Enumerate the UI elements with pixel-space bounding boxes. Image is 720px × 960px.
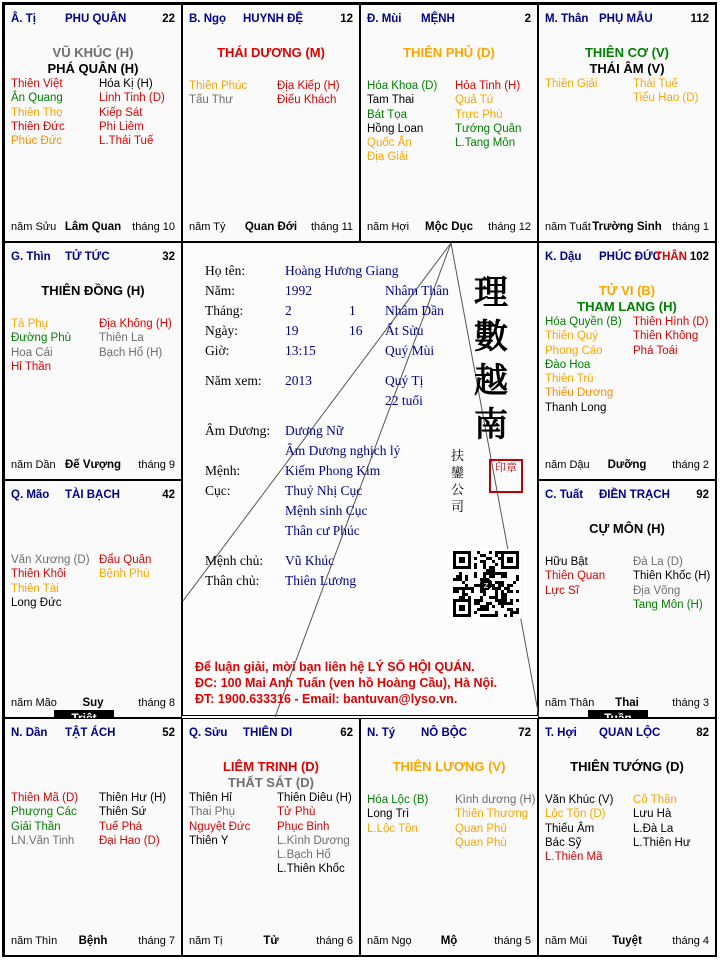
- minor-stars-left: [11, 77, 65, 148]
- palace-name: HUYNH ĐỆ: [243, 13, 304, 25]
- minor-star: Bạch Hổ (H): [99, 346, 163, 359]
- day-lunar: 16: [349, 323, 363, 338]
- palace-header: [189, 727, 353, 741]
- palace-branch: G. Thìn: [11, 251, 51, 263]
- minor-star: Đào Hoa: [545, 358, 591, 371]
- minor-stars-left: [189, 79, 247, 108]
- month-label: Tháng:: [205, 303, 244, 318]
- palace-header: [545, 13, 709, 27]
- minor-star: Quốc Ấn: [367, 137, 412, 150]
- minor-star: Điếu Khách: [277, 94, 337, 107]
- minor-stars-right: [633, 77, 698, 106]
- seal-small-text: 扶鑾公司: [451, 449, 465, 515]
- palace-header: [545, 489, 709, 503]
- hour-label: Giờ:: [205, 343, 230, 358]
- palace-mao[interactable]: [4, 480, 182, 718]
- palace-month: tháng 3: [672, 697, 709, 709]
- minor-star: Lộc Tồn (D): [545, 808, 606, 821]
- palace-branch: T. Hợi: [545, 727, 577, 739]
- minor-star: Cô Thần: [633, 794, 677, 806]
- minor-star: Đại Hao (D): [99, 834, 160, 847]
- main-star: THẤT SÁT (D): [228, 775, 314, 790]
- palace-dan[interactable]: [4, 718, 182, 956]
- minor-stars-left: [367, 793, 428, 836]
- minor-star: Phong Cáo: [545, 344, 603, 357]
- minor-star: Thiên Y: [189, 834, 229, 847]
- palace-branch: M. Thân: [545, 13, 589, 25]
- palace-month: tháng 8: [138, 697, 175, 709]
- minor-star: Linh Tinh (D): [99, 92, 165, 105]
- palace-name: THIÊN DI: [243, 727, 293, 739]
- palace-suu[interactable]: [182, 718, 360, 956]
- palace-year: năm Mão: [11, 697, 57, 709]
- minor-star: L.Đà La: [633, 822, 674, 835]
- minor-stars-left: [11, 317, 71, 374]
- year-label: Năm:: [205, 283, 235, 298]
- palace-name: TÀI BẠCH: [65, 489, 120, 501]
- minor-star: Thiên Quan: [545, 570, 606, 583]
- minor-star: Giải Thần: [11, 820, 61, 833]
- minor-star: L.Kình Dương: [277, 834, 350, 847]
- minor-stars-right: [99, 77, 165, 148]
- minor-star: Tuế Phá: [99, 820, 143, 833]
- palace-number: 32: [162, 251, 175, 263]
- minor-star: Thiên Mã (D): [11, 792, 79, 804]
- minor-star: Thiên Sứ: [99, 806, 147, 819]
- minor-star: L.Thiên Hư: [633, 836, 691, 849]
- contact-line-3: ĐT: 1900.633316 - Email: bantuvan@lyso.vn.: [195, 692, 458, 706]
- minor-star: Tam Thai: [367, 94, 415, 107]
- minor-star: Long Trì: [367, 808, 410, 821]
- month-can: Nhâm Dần: [385, 303, 444, 318]
- palace-month: tháng 11: [310, 221, 353, 233]
- than-marker: THÂN: [655, 251, 687, 263]
- minor-star: Phi Liêm: [99, 120, 144, 133]
- minor-stars-left: [545, 555, 605, 598]
- amduong-value-1: Dương Nữ: [285, 423, 344, 438]
- palace-branch: C. Tuất: [545, 489, 584, 501]
- palace-footer: [545, 697, 709, 711]
- minor-star: Hồng Loan: [367, 122, 424, 135]
- main-star: THÁI DƯƠNG (M): [217, 45, 325, 60]
- minor-stars-right: [455, 793, 535, 850]
- palace-ngo[interactable]: [182, 4, 360, 242]
- palace-number: 42: [162, 489, 175, 501]
- minor-star: Hóa Lộc (B): [367, 794, 429, 806]
- palace-stage: Tử: [263, 935, 279, 947]
- palace-year: năm Thân: [545, 697, 595, 709]
- palace-ty[interactable]: [4, 4, 182, 242]
- palace-ty2[interactable]: [360, 718, 538, 956]
- qr-code[interactable]: [451, 549, 521, 619]
- hour-value: 13:15: [285, 343, 316, 358]
- palace-name: MỆNH: [421, 13, 455, 25]
- minor-stars-right: [99, 791, 166, 848]
- minor-star: Thiếu Dương: [545, 387, 614, 400]
- palace-header: [11, 13, 175, 27]
- minor-stars-right: [633, 793, 691, 850]
- palace-footer: [11, 459, 175, 473]
- palace-number: 2: [524, 13, 531, 25]
- palace-dau[interactable]: [538, 242, 716, 480]
- cuc-value-2: Mệnh sinh Cục: [285, 503, 368, 518]
- minor-star: Văn Xương (D): [11, 554, 90, 566]
- palace-name: NÔ BỘC: [421, 727, 467, 739]
- main-star: THAM LANG (H): [577, 299, 677, 314]
- palace-stage: Mộc Dục: [425, 221, 473, 233]
- minor-star: Thiên Đức: [11, 120, 65, 133]
- minor-star: Thiên Tài: [11, 582, 59, 595]
- minor-star: Thiên Khốc (H): [633, 570, 711, 583]
- minor-star: Hoa Cái: [11, 346, 53, 359]
- palace-footer: [545, 459, 709, 473]
- minor-star: Tử Phù: [277, 806, 316, 819]
- palace-branch: Q. Mão: [11, 489, 50, 501]
- palace-footer: [11, 221, 175, 235]
- age-value: 22 tuổi: [385, 393, 423, 408]
- seal-char-1: 理: [474, 273, 508, 313]
- minor-star: Hóa Kị (H): [99, 78, 153, 90]
- minor-star: L.Thiên Mã: [545, 851, 603, 864]
- palace-month: tháng 2: [672, 459, 709, 471]
- minor-stars-right: [633, 315, 708, 358]
- minor-stars-right: [633, 555, 710, 612]
- minor-stars-right: [277, 79, 340, 108]
- palace-year: năm Tị: [189, 935, 223, 947]
- palace-than[interactable]: [538, 4, 716, 242]
- minor-star: Tấu Thư: [189, 94, 233, 107]
- minor-star: Bác Sỹ: [545, 836, 582, 849]
- minor-star: Thiên Không: [633, 330, 699, 343]
- minor-star: Quan Phủ: [455, 822, 507, 835]
- palace-thin[interactable]: [4, 242, 182, 480]
- palace-month: tháng 6: [316, 935, 353, 947]
- palace-footer: [11, 697, 175, 711]
- hour-can: Quý Mùi: [385, 343, 435, 358]
- palace-stage: Tuyệt: [612, 935, 642, 947]
- minor-star: Địa Võng: [633, 584, 681, 597]
- palace-month: tháng 9: [138, 459, 175, 471]
- palace-year: năm Ngọ: [367, 935, 412, 947]
- minor-stars-right: [99, 553, 151, 582]
- minor-star: Bát Tọa: [367, 108, 408, 121]
- amduong-value-2: Âm Dương nghịch lý: [285, 443, 401, 458]
- palace-tuat[interactable]: [538, 480, 716, 718]
- palace-number: 112: [690, 13, 709, 25]
- center-info-panel: [182, 242, 538, 716]
- palace-header: [189, 13, 353, 27]
- minor-star: Thiên Thọ: [11, 106, 63, 119]
- minor-star: Thiên Hình (D): [633, 316, 709, 328]
- minor-stars-right: [455, 79, 521, 150]
- minor-stars-left: [545, 315, 622, 415]
- palace-branch: B. Ngọ: [189, 13, 227, 25]
- palace-month: tháng 10: [132, 221, 175, 233]
- minor-star: Địa Giải: [367, 151, 408, 164]
- seal-char-2: 數: [474, 317, 508, 357]
- minor-star: Thiên Hư (H): [99, 792, 167, 804]
- minor-star: L.Tang Môn: [455, 137, 516, 150]
- palace-number: 62: [340, 727, 353, 739]
- palace-header: [11, 251, 175, 265]
- minor-star: Quả Tú: [455, 94, 494, 107]
- main-star: THIÊN LƯƠNG (V): [392, 759, 506, 774]
- contact-line-1: Để luận giải, mời bạn liên hệ LÝ SỐ HỘI QUÁN.: [195, 660, 475, 674]
- palace-year: năm Mùi: [545, 935, 588, 947]
- palace-name: QUAN LỘC: [599, 727, 661, 739]
- minor-star: Quan Phù: [455, 836, 507, 849]
- minor-star: Kiếp Sát: [99, 106, 143, 119]
- palace-hoi[interactable]: [538, 718, 716, 956]
- palace-year: năm Dậu: [545, 459, 590, 471]
- palace-branch: N. Dần: [11, 727, 48, 739]
- minor-star: Đẩu Quân: [99, 554, 152, 566]
- palace-header: [367, 13, 531, 27]
- palace-year: năm Dần: [11, 459, 56, 471]
- palace-year: năm Tuất: [545, 221, 591, 233]
- seal-char-4: 南: [474, 405, 508, 445]
- palace-month: tháng 12: [488, 221, 531, 233]
- minor-star: Kình dương (H): [455, 794, 536, 806]
- minor-star: Tả Phụ: [11, 318, 49, 330]
- palace-header: [11, 489, 175, 503]
- minor-stars-left: [545, 77, 597, 91]
- minor-star: LN.Văn Tinh: [11, 834, 75, 847]
- minor-star: Địa Kiếp (H): [277, 80, 340, 92]
- palace-branch: N. Tý: [367, 727, 396, 739]
- view-year-value: 2013: [285, 373, 312, 388]
- minor-star: Tướng Quân: [455, 122, 522, 135]
- main-star: TỬ VI (B): [598, 283, 656, 298]
- palace-stage: Trường Sinh: [592, 221, 662, 233]
- palace-branch: Đ. Mùi: [367, 13, 402, 25]
- minor-stars-right: [99, 317, 172, 360]
- minor-star: Thiên Hỉ: [189, 792, 232, 804]
- palace-footer: [367, 935, 531, 949]
- minor-star: Thiên Phúc: [189, 80, 248, 92]
- minor-stars-left: [11, 553, 90, 610]
- cuc-value-3: Thân cư Phúc: [285, 523, 360, 538]
- view-year-can: Quý Tị: [385, 373, 424, 388]
- minor-stars-left: [367, 79, 437, 165]
- palace-month: tháng 1: [672, 221, 709, 233]
- year-solar: 1992: [285, 283, 312, 298]
- minor-star: Nguyệt Đức: [189, 820, 251, 833]
- minor-star: Phục Binh: [277, 820, 330, 833]
- minor-star: Thiên Khôi: [11, 568, 66, 581]
- contact-line-2: ĐC: 100 Mai Anh Tuấn (ven hồ Hoàng Cầu), Hà Nội.: [195, 676, 498, 690]
- minor-star: Lưu Hà: [633, 808, 672, 821]
- palace-number: 102: [689, 251, 709, 263]
- minor-star: Thiên Thương: [455, 808, 529, 821]
- main-star: THIÊN CƠ (V): [584, 45, 670, 60]
- menh-value: Kiếm Phong Kim: [285, 463, 381, 478]
- palace-stage: Bệnh: [78, 935, 108, 947]
- cuc-label: Cục:: [205, 483, 231, 498]
- minor-stars-left: [189, 791, 250, 848]
- palace-name: TẬT ÁCH: [65, 727, 116, 739]
- minor-star: Thiên Việt: [11, 78, 63, 90]
- year-lunar: Nhâm Thân: [385, 283, 449, 298]
- palace-stage: Suy: [82, 697, 104, 709]
- minor-star: L.Lộc Tồn: [367, 822, 418, 835]
- cuc-value-1: Thuỷ Nhị Cục: [285, 483, 363, 498]
- minor-star: L.Thiên Khốc: [277, 863, 345, 876]
- minor-star: Phá Toái: [633, 344, 678, 357]
- day-label: Ngày:: [205, 323, 238, 338]
- palace-stage: Thai: [615, 697, 639, 709]
- minor-star: Hỉ Thần: [11, 360, 52, 373]
- minor-star: Ân Quang: [11, 92, 63, 105]
- thanchu-value: Thiên Lương: [285, 573, 357, 588]
- palace-number: 12: [340, 13, 353, 25]
- minor-star: Văn Khúc (V): [545, 794, 614, 806]
- palace-header: [367, 727, 531, 741]
- minor-stars-right: [277, 791, 352, 877]
- palace-name: TỬ TỨC: [65, 251, 110, 263]
- palace-stage: Lâm Quan: [64, 221, 122, 233]
- minor-star: Phượng Các: [11, 806, 77, 819]
- minor-star: Tang Môn (H): [633, 598, 703, 611]
- minor-star: Đường Phù: [11, 332, 71, 345]
- minor-star: Đà La (D): [633, 556, 683, 568]
- seal-calligraphy: [471, 271, 511, 447]
- main-star: VŨ KHÚC (H): [52, 45, 134, 60]
- palace-footer: [545, 935, 709, 949]
- menhchu-label: Mệnh chủ:: [205, 553, 264, 568]
- minor-stars-left: [11, 791, 78, 848]
- minor-star: Tiểu Hao (D): [633, 92, 699, 105]
- minor-star: L.Bạch Hổ: [277, 849, 331, 862]
- palace-header: [545, 251, 709, 265]
- main-star: THIÊN PHỦ (D): [403, 45, 495, 60]
- minor-star: Thiên La: [99, 332, 144, 345]
- palace-number: 82: [696, 727, 709, 739]
- minor-star: Thanh Long: [545, 401, 607, 414]
- minor-star: Thiên Diêu (H): [277, 792, 352, 804]
- palace-name: PHÚC ĐỨC: [599, 251, 661, 263]
- main-star: PHÁ QUÂN (H): [47, 61, 139, 76]
- palace-footer: [545, 221, 709, 235]
- seal-char-3: 越: [474, 361, 508, 401]
- palace-year: năm Sửu: [11, 221, 57, 233]
- palace-header: [11, 727, 175, 741]
- main-star: LIÊM TRINH (D): [222, 759, 320, 774]
- main-star: THIÊN ĐỒNG (H): [41, 283, 145, 298]
- palace-footer: [11, 935, 175, 949]
- palace-footer: [189, 221, 353, 235]
- menhchu-value: Vũ Khúc: [285, 553, 335, 568]
- palace-month: tháng 4: [672, 935, 709, 947]
- minor-star: Hóa Khoa (D): [367, 80, 438, 92]
- minor-star: Thiếu Âm: [545, 822, 595, 835]
- palace-name: PHỤ MẪU: [599, 13, 653, 25]
- name-label: Họ tên:: [205, 263, 246, 278]
- palace-name: ĐIỀN TRẠCH: [599, 489, 670, 501]
- minor-star: Bệnh Phù: [99, 568, 150, 581]
- minor-star: Long Đức: [11, 596, 62, 609]
- amduong-label: Âm Dương:: [205, 423, 271, 438]
- palace-month: tháng 5: [494, 935, 531, 947]
- day-solar: 19: [285, 323, 299, 338]
- minor-star: Thai Phụ: [189, 806, 236, 819]
- palace-footer: [189, 935, 353, 949]
- main-star: CỰ MÔN (H): [589, 521, 665, 536]
- minor-star: Thái Tuế: [633, 78, 678, 90]
- palace-footer: [367, 221, 531, 235]
- menh-label: Mệnh:: [205, 463, 241, 478]
- palace-branch: K. Dậu: [545, 251, 582, 263]
- minor-star: Hỏa Tinh (H): [455, 80, 521, 92]
- palace-year: năm Hợi: [367, 221, 410, 233]
- main-star: THIÊN TƯỚNG (D): [570, 759, 684, 774]
- palace-number: 72: [518, 727, 531, 739]
- minor-star: Trực Phù: [455, 108, 503, 121]
- palace-stage: Đế Vượng: [64, 459, 122, 471]
- thanchu-label: Thân chủ:: [205, 573, 260, 588]
- view-year-label: Năm xem:: [205, 373, 262, 388]
- palace-branch: Â. Tị: [11, 13, 36, 25]
- palace-number: 92: [696, 489, 709, 501]
- palace-branch: Q. Sửu: [189, 727, 228, 739]
- palace-number: 52: [162, 727, 175, 739]
- palace-header: [545, 727, 709, 741]
- minor-star: Địa Không (H): [99, 318, 172, 330]
- palace-name: PHU QUÂN: [65, 13, 127, 25]
- palace-mui[interactable]: [360, 4, 538, 242]
- month-lunar: 1: [349, 303, 356, 318]
- minor-star: Phúc Đức: [11, 135, 63, 148]
- name-value: Hoàng Hương Giang: [285, 263, 399, 278]
- palace-stage: Dưỡng: [607, 459, 647, 471]
- minor-star: Hóa Quyền (B): [545, 316, 622, 328]
- palace-number: 22: [162, 13, 175, 25]
- palace-stage: Mộ: [440, 935, 458, 947]
- minor-star: Thiên Trù: [545, 373, 594, 386]
- minor-star: Thiên Quý: [545, 330, 599, 343]
- month-solar: 2: [285, 303, 292, 318]
- minor-star: L.Thái Tuế: [99, 135, 154, 148]
- minor-star: Thiên Giải: [545, 78, 598, 90]
- minor-star: Hữu Bật: [545, 556, 588, 568]
- minor-star: Lực Sĩ: [545, 584, 579, 597]
- palace-year: năm Tý: [189, 221, 226, 233]
- day-can: Ất Sửu: [385, 323, 424, 338]
- red-stamp: 印章: [489, 459, 523, 493]
- palace-month: tháng 7: [138, 935, 175, 947]
- main-star: THÁI ÂM (V): [589, 61, 665, 76]
- palace-year: năm Thìn: [11, 935, 58, 947]
- svg-text:z: z: [483, 581, 489, 591]
- palace-stage: Quan Đới: [244, 221, 298, 233]
- minor-stars-left: [545, 793, 613, 864]
- contact-block: [195, 659, 497, 707]
